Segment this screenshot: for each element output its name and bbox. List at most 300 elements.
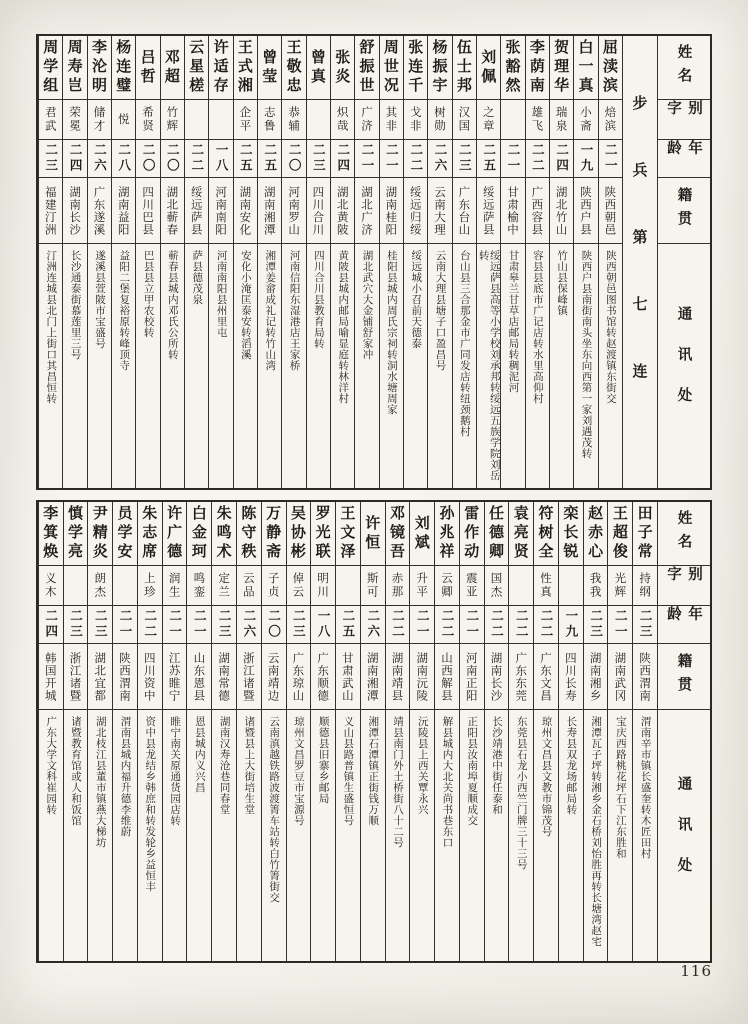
name-cell bbox=[88, 36, 111, 100]
byname-cell bbox=[39, 566, 63, 606]
address-text: 睢宁南关原通货园店转 bbox=[169, 716, 182, 826]
address-cell bbox=[63, 244, 86, 488]
name-text: 朱鸣术 bbox=[214, 505, 233, 562]
native-text: 广东文昌 bbox=[539, 651, 554, 702]
person-column bbox=[38, 502, 63, 961]
address-text: 黄陂县城内邮局喻显庭转林洋村 bbox=[337, 250, 350, 404]
byname-cell bbox=[633, 566, 657, 606]
byname-cell bbox=[501, 100, 524, 140]
name-cell bbox=[39, 36, 62, 100]
header-address-label: 通讯处 bbox=[675, 306, 692, 428]
address-cell bbox=[212, 710, 236, 961]
address-text: 竹山县保峰镇 bbox=[556, 250, 569, 316]
byname-cell bbox=[112, 100, 135, 140]
address-cell bbox=[163, 710, 187, 961]
byname-cell bbox=[428, 100, 451, 140]
age-cell bbox=[477, 140, 500, 178]
address-cell bbox=[88, 244, 111, 488]
person-column bbox=[632, 502, 657, 961]
age-cell bbox=[460, 606, 484, 644]
native-cell bbox=[39, 644, 63, 710]
byname-text: 储才 bbox=[92, 106, 107, 133]
header-name bbox=[658, 502, 710, 566]
address-cell bbox=[185, 244, 208, 488]
age-cell bbox=[212, 606, 236, 644]
byname-cell bbox=[435, 566, 459, 606]
native-text: 湖南常德 bbox=[217, 651, 232, 702]
address-cell bbox=[355, 244, 378, 488]
age-text: 二二 bbox=[514, 609, 530, 640]
native-cell bbox=[336, 644, 360, 710]
age-text: 二一 bbox=[384, 143, 400, 174]
native-text: 绥远萨县 bbox=[481, 185, 496, 236]
age-cell bbox=[386, 606, 410, 644]
byname-cell bbox=[599, 100, 622, 140]
age-text: 二四 bbox=[43, 609, 59, 640]
header-byname bbox=[658, 566, 710, 606]
address-text: 湖北枝江县董市镇燕大梯坊 bbox=[94, 716, 107, 848]
unit-label-column bbox=[622, 36, 657, 488]
native-cell bbox=[307, 178, 330, 244]
address-text: 云南滇越铁路波渡箐车站转白竹箐街交 bbox=[268, 716, 281, 903]
address-cell bbox=[574, 244, 597, 488]
header-native bbox=[658, 178, 710, 244]
byname-text: 云卿 bbox=[439, 572, 454, 599]
age-cell bbox=[136, 140, 159, 178]
byname-text: 汉国 bbox=[457, 106, 472, 133]
age-cell bbox=[336, 606, 360, 644]
byname-cell bbox=[559, 566, 583, 606]
header-address bbox=[658, 244, 710, 488]
address-cell bbox=[187, 710, 211, 961]
age-text: 二二 bbox=[489, 609, 505, 640]
name-cell bbox=[64, 502, 88, 566]
address-text: 沅陵县上西关覃永兴 bbox=[416, 716, 429, 815]
address-cell bbox=[584, 710, 608, 961]
address-text: 渭南辛市镇长盛奎转木匠田村 bbox=[639, 716, 652, 859]
name-cell bbox=[161, 36, 184, 100]
address-cell bbox=[113, 710, 137, 961]
person-column bbox=[286, 502, 311, 961]
age-cell bbox=[311, 606, 335, 644]
age-text: 二六 bbox=[433, 143, 449, 174]
age-text: 二三 bbox=[457, 143, 473, 174]
age-text: 二六 bbox=[365, 609, 381, 640]
name-cell bbox=[307, 36, 330, 100]
name-cell bbox=[608, 502, 632, 566]
address-text: 长沙通泰街慕莲里三号 bbox=[69, 250, 82, 360]
address-text: 安化小淹匡泰安转滔溪 bbox=[239, 250, 252, 360]
byname-cell bbox=[410, 566, 434, 606]
byname-cell bbox=[574, 100, 597, 140]
byname-cell bbox=[234, 100, 257, 140]
native-cell bbox=[404, 178, 427, 244]
byname-cell bbox=[355, 100, 378, 140]
byname-cell bbox=[404, 100, 427, 140]
native-text: 四川长寿 bbox=[563, 651, 578, 702]
name-text: 赵赤心 bbox=[586, 505, 605, 562]
native-cell bbox=[453, 178, 476, 244]
age-text: 二八 bbox=[116, 143, 132, 174]
address-cell bbox=[39, 244, 62, 488]
person-column bbox=[607, 502, 632, 961]
header-address-label: 通讯处 bbox=[675, 775, 692, 898]
header-address bbox=[658, 710, 710, 961]
age-cell bbox=[404, 140, 427, 178]
address-text: 萨县德茂泉 bbox=[191, 250, 204, 305]
person-column bbox=[434, 502, 459, 961]
address-text: 巴县县立甲农校转 bbox=[142, 250, 155, 338]
native-cell bbox=[237, 644, 261, 710]
header-name bbox=[658, 36, 710, 100]
age-cell bbox=[633, 606, 657, 644]
name-cell bbox=[526, 36, 549, 100]
native-text: 湖南桂阳 bbox=[384, 185, 399, 236]
byname-cell bbox=[282, 100, 305, 140]
byname-text: 升平 bbox=[415, 572, 430, 599]
name-text: 许广德 bbox=[165, 505, 184, 562]
native-text: 湖南武冈 bbox=[613, 651, 628, 702]
byname-text: 恭辅 bbox=[287, 106, 302, 133]
age-text: 二〇 bbox=[287, 143, 303, 174]
address-text: 遂溪县萱陂市宝盛号 bbox=[93, 250, 106, 349]
name-cell bbox=[287, 502, 311, 566]
name-cell bbox=[599, 36, 622, 100]
persons-top bbox=[38, 36, 622, 488]
address-text: 湘潭石潭镇正街钱万顺 bbox=[367, 716, 380, 826]
name-cell bbox=[534, 502, 558, 566]
name-cell bbox=[311, 502, 335, 566]
address-cell bbox=[258, 244, 281, 488]
person-column bbox=[306, 36, 330, 488]
native-cell bbox=[477, 178, 500, 244]
byname-text: 子贞 bbox=[266, 572, 281, 599]
age-text: 二一 bbox=[167, 609, 183, 640]
address-cell bbox=[477, 244, 500, 488]
name-cell bbox=[501, 36, 524, 100]
age-cell bbox=[361, 606, 385, 644]
address-cell bbox=[112, 244, 135, 488]
address-cell bbox=[209, 244, 232, 488]
person-column bbox=[63, 502, 88, 961]
native-cell bbox=[311, 644, 335, 710]
name-cell bbox=[453, 36, 476, 100]
byname-cell bbox=[331, 100, 354, 140]
name-text: 任德卿 bbox=[487, 505, 506, 562]
address-text: 正阳县汝南埠夏顺成交 bbox=[466, 716, 479, 826]
age-cell bbox=[112, 140, 135, 178]
age-text: 二五 bbox=[238, 143, 254, 174]
name-text: 李沦明 bbox=[89, 39, 108, 96]
byname-cell bbox=[163, 566, 187, 606]
address-cell bbox=[237, 710, 261, 961]
byname-text: 其非 bbox=[384, 106, 399, 133]
name-text: 杨连璧 bbox=[114, 39, 133, 96]
name-cell bbox=[509, 502, 533, 566]
address-text: 汀洲连城县北门上街口其昌恒转 bbox=[45, 250, 58, 404]
native-cell bbox=[212, 644, 236, 710]
address-text: 益阳二堡复裕原转峰顶寺 bbox=[118, 250, 131, 371]
name-text: 吴协彬 bbox=[288, 505, 307, 562]
person-column bbox=[236, 502, 261, 961]
byname-text: 震亚 bbox=[464, 572, 479, 599]
name-cell bbox=[336, 502, 360, 566]
name-cell bbox=[88, 502, 112, 566]
native-cell bbox=[287, 644, 311, 710]
age-cell bbox=[608, 606, 632, 644]
age-text: 二一 bbox=[360, 143, 376, 174]
person-column bbox=[403, 36, 427, 488]
byname-cell bbox=[88, 566, 112, 606]
address-cell bbox=[608, 710, 632, 961]
address-cell bbox=[534, 710, 558, 961]
name-cell bbox=[209, 36, 232, 100]
native-text: 甘肃武山 bbox=[340, 651, 355, 702]
age-cell bbox=[485, 606, 509, 644]
age-text: 二一 bbox=[603, 143, 619, 174]
name-cell bbox=[63, 36, 86, 100]
native-text: 湖北黄陂 bbox=[335, 185, 350, 236]
address-text: 顺德县旧寨乡邮局 bbox=[317, 716, 330, 804]
native-cell bbox=[88, 644, 112, 710]
byname-text: 竹辉 bbox=[165, 106, 180, 133]
address-cell bbox=[336, 710, 360, 961]
name-text: 贺理华 bbox=[552, 39, 571, 96]
age-cell bbox=[138, 606, 162, 644]
byname-text: 焙滨 bbox=[603, 106, 618, 133]
address-cell bbox=[501, 244, 524, 488]
age-text: 二〇 bbox=[141, 143, 157, 174]
age-text: 二三 bbox=[638, 609, 654, 640]
person-column bbox=[38, 36, 62, 488]
age-text: 二三 bbox=[217, 609, 233, 640]
name-text: 李箕焕 bbox=[41, 505, 60, 562]
name-text: 刘斌 bbox=[412, 514, 431, 553]
header-age-label: 年龄 bbox=[665, 606, 702, 630]
age-cell bbox=[258, 140, 281, 178]
age-text: 二一 bbox=[464, 609, 480, 640]
native-cell bbox=[163, 644, 187, 710]
name-text: 雷作动 bbox=[462, 505, 481, 562]
name-text: 伍士邦 bbox=[454, 39, 473, 96]
byname-cell bbox=[307, 100, 330, 140]
person-column bbox=[360, 502, 385, 961]
age-text: 二五 bbox=[481, 143, 497, 174]
byname-text: 之章 bbox=[481, 106, 496, 133]
age-cell bbox=[237, 606, 261, 644]
address-cell bbox=[633, 710, 657, 961]
age-text: 二四 bbox=[68, 143, 84, 174]
age-cell bbox=[550, 140, 573, 178]
name-cell bbox=[361, 502, 385, 566]
name-text: 罗光联 bbox=[313, 505, 332, 562]
native-text: 四川资中 bbox=[142, 651, 157, 702]
age-text: 二六 bbox=[92, 143, 108, 174]
header-byname-label: 别字 bbox=[665, 100, 702, 124]
native-cell bbox=[138, 644, 162, 710]
name-text: 王超俊 bbox=[610, 505, 629, 562]
byname-cell bbox=[336, 566, 360, 606]
name-cell bbox=[428, 36, 451, 100]
age-text: 二三 bbox=[43, 143, 59, 174]
native-cell bbox=[331, 178, 354, 244]
name-cell bbox=[136, 36, 159, 100]
person-column bbox=[409, 502, 434, 961]
age-text: 二三 bbox=[588, 609, 604, 640]
age-cell bbox=[574, 140, 597, 178]
native-text: 陕西渭南 bbox=[638, 651, 653, 702]
address-cell bbox=[331, 244, 354, 488]
age-cell bbox=[331, 140, 354, 178]
address-text: 台山县三合那金市广同发店转纽颈鹅村 bbox=[458, 250, 471, 437]
byname-text: 雄飞 bbox=[530, 106, 545, 133]
byname-text: 赤那 bbox=[390, 572, 405, 599]
address-cell bbox=[161, 244, 184, 488]
native-text: 河南南阳 bbox=[214, 185, 229, 236]
person-column bbox=[184, 36, 208, 488]
native-text: 湖南沅陵 bbox=[415, 651, 430, 702]
person-column bbox=[500, 36, 524, 488]
person-column bbox=[558, 502, 583, 961]
age-text: 二一 bbox=[506, 143, 522, 174]
native-text: 陕西朝邑 bbox=[603, 185, 618, 236]
name-text: 陈守秩 bbox=[239, 505, 258, 562]
address-text: 陕西朝邑图书馆转赵渡镇东街交 bbox=[604, 250, 617, 404]
age-cell bbox=[88, 140, 111, 178]
native-text: 湖南益阳 bbox=[116, 185, 131, 236]
name-text: 吕哲 bbox=[138, 48, 157, 87]
name-cell bbox=[460, 502, 484, 566]
person-column bbox=[484, 502, 509, 961]
name-text: 刘佩 bbox=[479, 48, 498, 87]
native-cell bbox=[88, 178, 111, 244]
byname-text: 我我 bbox=[588, 572, 603, 599]
native-text: 湖北广济 bbox=[360, 185, 375, 236]
name-text: 孙兆祥 bbox=[437, 505, 456, 562]
address-text: 东莞县石龙小西竺门牌三十三号 bbox=[515, 716, 528, 870]
address-text: 恩县城内义兴昌 bbox=[193, 716, 206, 793]
native-text: 广东顺德 bbox=[316, 651, 331, 702]
byname-text: 鸣銮 bbox=[192, 572, 207, 599]
age-text: 二一 bbox=[613, 609, 629, 640]
person-column bbox=[87, 36, 111, 488]
byname-cell bbox=[361, 566, 385, 606]
address-cell bbox=[550, 244, 573, 488]
age-cell bbox=[380, 140, 403, 178]
byname-cell bbox=[477, 100, 500, 140]
age-cell bbox=[161, 140, 184, 178]
byname-text: 悦 bbox=[116, 112, 131, 127]
byname-cell bbox=[534, 566, 558, 606]
age-cell bbox=[584, 606, 608, 644]
native-cell bbox=[355, 178, 378, 244]
name-text: 曾莹 bbox=[260, 48, 279, 87]
address-text: 资中县龙结乡韩庶和转发轮乡益恒丰 bbox=[144, 716, 157, 892]
name-text: 尹精炎 bbox=[90, 505, 109, 562]
native-cell bbox=[64, 644, 88, 710]
address-text: 诸暨教育馆或人和饭馆 bbox=[70, 716, 82, 826]
name-text: 员学安 bbox=[115, 505, 134, 562]
native-cell bbox=[550, 178, 573, 244]
byname-cell bbox=[185, 100, 208, 140]
native-text: 福建汀洲 bbox=[43, 185, 58, 236]
native-cell bbox=[599, 178, 622, 244]
name-text: 周学组 bbox=[41, 39, 60, 96]
byname-text: 上珍 bbox=[142, 572, 157, 599]
person-column bbox=[111, 36, 135, 488]
native-cell bbox=[501, 178, 524, 244]
address-cell bbox=[307, 244, 330, 488]
native-text: 四川巴县 bbox=[141, 185, 156, 236]
person-column bbox=[452, 36, 476, 488]
byname-cell bbox=[550, 100, 573, 140]
native-text: 绥远归绥 bbox=[408, 185, 423, 236]
byname-text: 广济 bbox=[360, 106, 375, 133]
byname-cell bbox=[287, 566, 311, 606]
byname-cell bbox=[63, 100, 86, 140]
name-text: 张炎 bbox=[333, 48, 352, 87]
name-cell bbox=[550, 36, 573, 100]
native-cell bbox=[361, 644, 385, 710]
byname-cell bbox=[386, 566, 410, 606]
byname-cell bbox=[526, 100, 549, 140]
native-cell bbox=[112, 178, 135, 244]
header-name-label: 姓名 bbox=[675, 44, 692, 91]
name-cell bbox=[113, 502, 137, 566]
name-text: 邓超 bbox=[162, 48, 181, 87]
address-text: 云南大理县塘子口盈昌号 bbox=[434, 250, 447, 371]
person-column bbox=[135, 36, 159, 488]
person-column bbox=[162, 502, 187, 961]
name-cell bbox=[331, 36, 354, 100]
byname-text: 志鲁 bbox=[262, 106, 277, 133]
address-cell bbox=[262, 710, 286, 961]
age-text: 二四 bbox=[335, 143, 351, 174]
byname-cell bbox=[262, 566, 286, 606]
byname-cell bbox=[237, 566, 261, 606]
byname-text: 君武 bbox=[43, 106, 58, 133]
byname-cell bbox=[187, 566, 211, 606]
native-text: 山西解县 bbox=[439, 651, 454, 702]
native-text: 湖南安化 bbox=[238, 185, 253, 236]
address-cell bbox=[136, 244, 159, 488]
name-text: 云星槎 bbox=[187, 39, 206, 96]
person-column bbox=[160, 36, 184, 488]
name-cell bbox=[212, 502, 236, 566]
person-column bbox=[186, 502, 211, 961]
native-text: 广东遂溪 bbox=[92, 185, 107, 236]
name-cell bbox=[485, 502, 509, 566]
address-cell bbox=[386, 710, 410, 961]
age-cell bbox=[39, 606, 63, 644]
byname-text: 性真 bbox=[539, 572, 554, 599]
address-text: 湘潭姜畲成礼记转竹山湾 bbox=[264, 250, 277, 371]
person-column bbox=[261, 502, 286, 961]
byname-text: 义木 bbox=[43, 572, 58, 599]
name-text: 周寿岂 bbox=[65, 39, 84, 96]
address-cell bbox=[88, 710, 112, 961]
name-text: 屈渎滨 bbox=[600, 39, 619, 96]
age-cell bbox=[435, 606, 459, 644]
name-text: 张豁然 bbox=[503, 39, 522, 96]
native-text: 韩国开城 bbox=[43, 651, 58, 702]
native-text: 广东台山 bbox=[457, 185, 472, 236]
age-text: 二六 bbox=[241, 609, 257, 640]
address-cell bbox=[64, 710, 88, 961]
name-cell bbox=[163, 502, 187, 566]
age-cell bbox=[187, 606, 211, 644]
native-text: 陕西户县 bbox=[579, 185, 593, 236]
